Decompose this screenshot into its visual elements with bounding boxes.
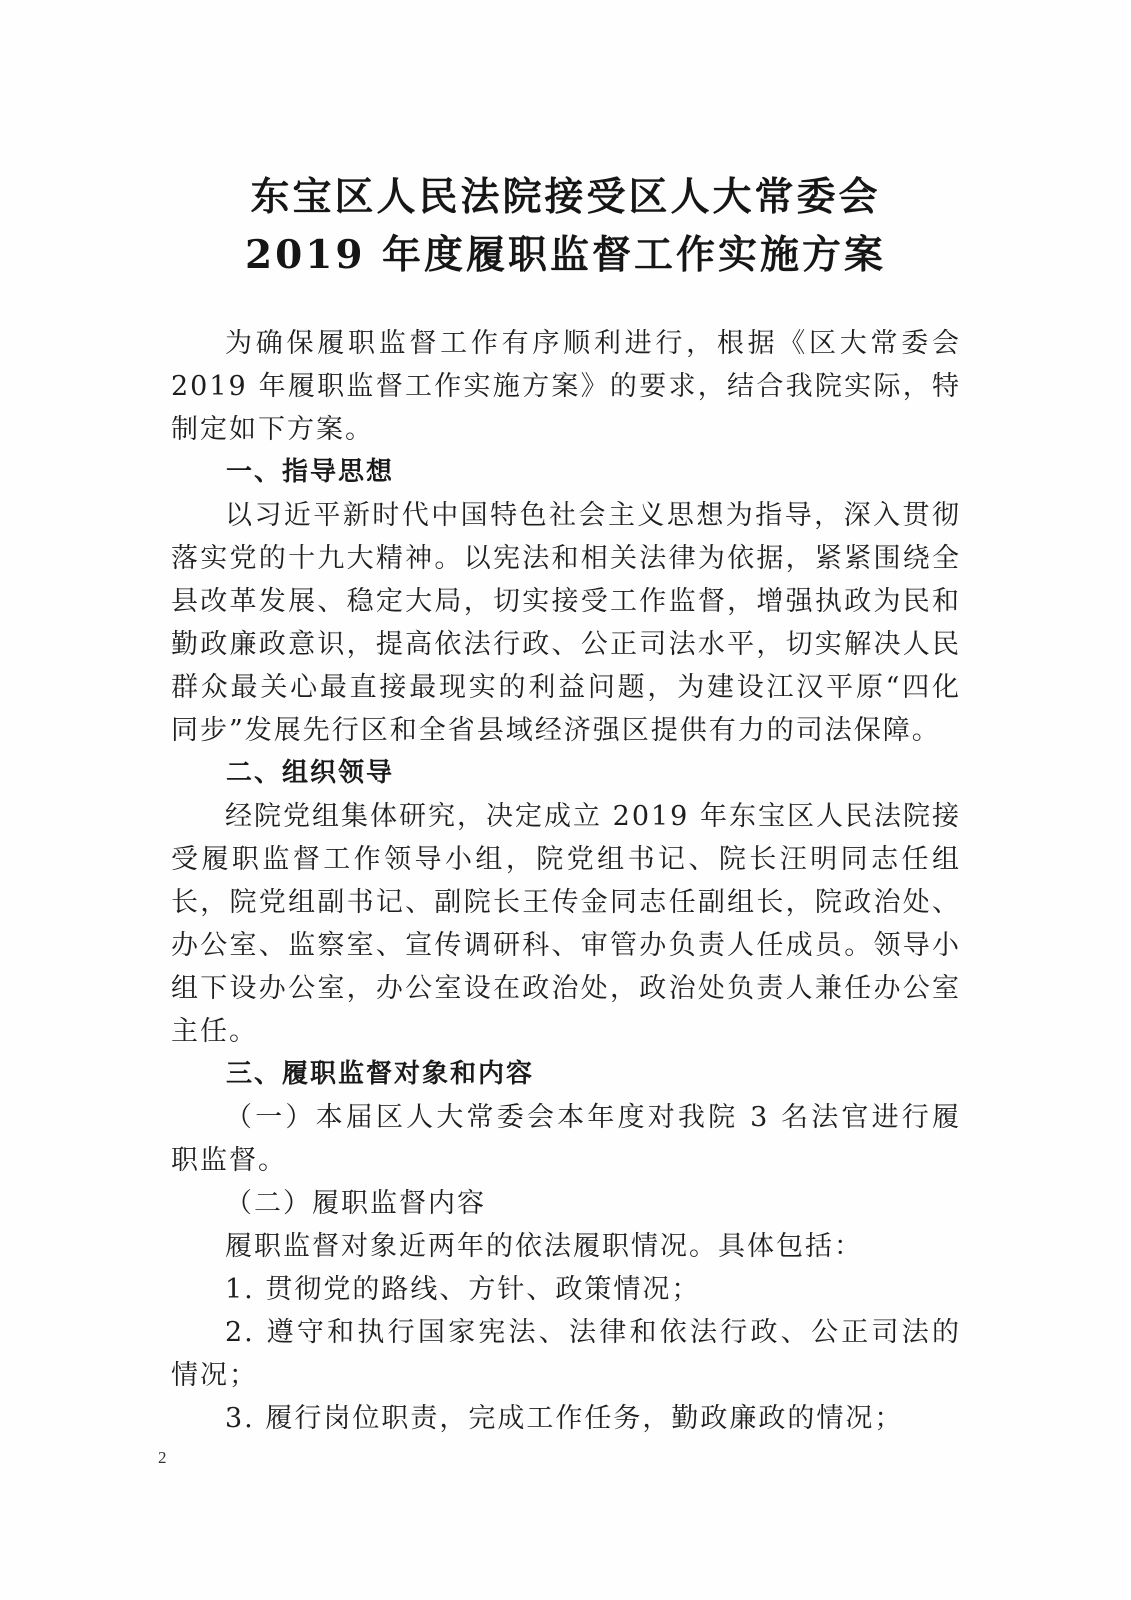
section-heading-guiding-thought: 一、指导思想 [226,457,395,487]
document-body [171,322,961,1440]
title-line-1: 东宝区人民法院接受区人大常委会 [250,174,881,220]
list-item: 1. 贯彻党的路线、方针、政策情况； [225,1274,701,1305]
title-line-2: 2019 年度履职监督工作实施方案 [244,232,887,278]
section-paragraph-leadership: 经院党组集体研究，决定成立 2019 年东宝区人民法院接受履职监督工作领导小组，院党组书记、院长汪明同志任组长，院党组副书记、副院长王传金同志任副组长，院政治处、办公室、监察室、宣传调研科、审管办负责人任成员。领导小组下设办公室，办公室设在政治处，政治处负责人兼任办公室主任。 [171,801,961,1047]
page-number: 2 [158,1448,167,1467]
supervision-item-1: （一）本届区人大常委会本年度对我院 3 名法官进行履职监督。 [171,1102,961,1176]
section-heading-leadership: 二、组织领导 [226,758,395,788]
supervision-content-intro: 履职监督对象近两年的依法履职情况。具体包括： [225,1231,863,1262]
list-item: 2. 遵守和执行国家宪法、法律和依法行政、公正司法的情况； [171,1317,961,1391]
document-title [0,168,1131,284]
intro-paragraph: 为确保履职监督工作有序顺利进行，根据《区大常委会2019 年履职监督工作实施方案》的要求，结合我院实际，特制定如下方案。 [171,328,961,445]
section-heading-supervision: 三、履职监督对象和内容 [226,1059,535,1089]
supervision-item-2: （二）履职监督内容 [225,1188,486,1219]
list-item: 3. 履行岗位职责，完成工作任务，勤政廉政的情况； [225,1403,904,1434]
section-paragraph-guiding-thought: 以习近平新时代中国特色社会主义思想为指导，深入贯彻落实党的十九大精神。以宪法和相关法律为依据，紧紧围绕全县改革发展、稳定大局，切实接受工作监督，增强执政为民和勤政廉政意识，提高依法行政、公正司法水平，切实解决人民群众最关心最直接最现实的利益问题，为建设江汉平原“四化同步”发展先行区和全省县域经济强区提供有力的司法保障。 [171,500,961,746]
